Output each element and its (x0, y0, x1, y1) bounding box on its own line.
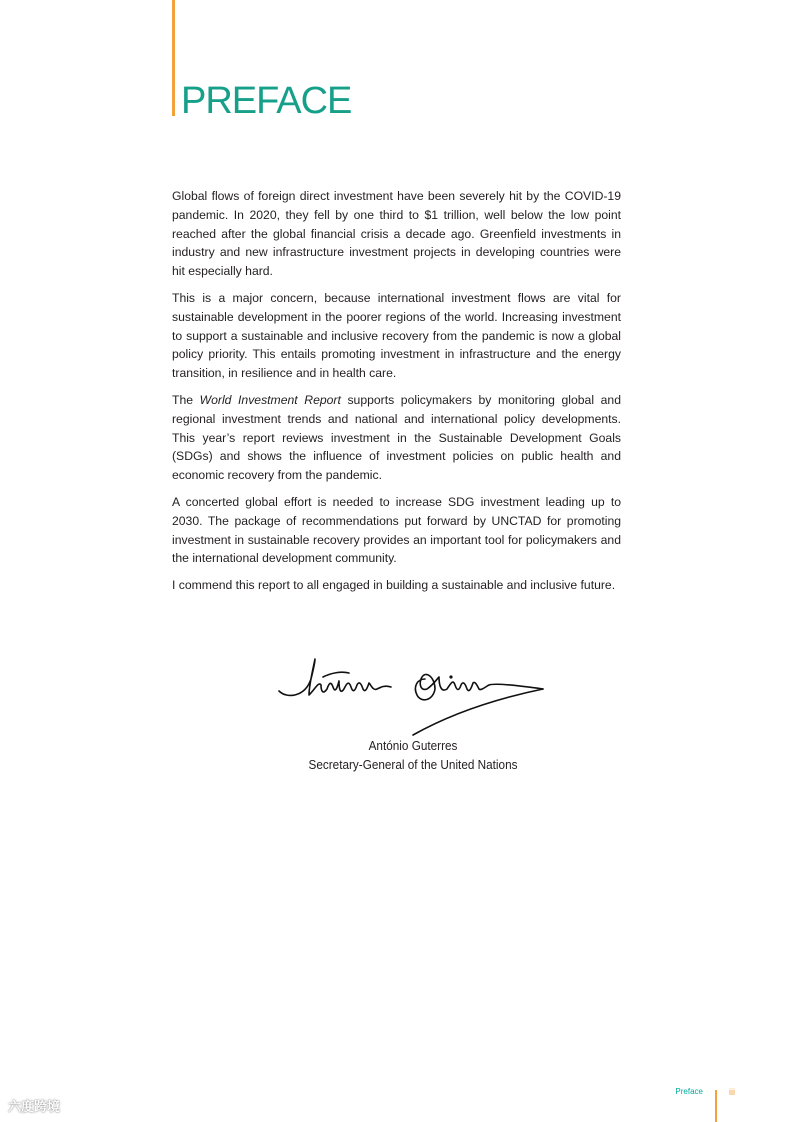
paragraph-5: I commend this report to all engaged in building a sustainable and inclusive future. (172, 578, 616, 593)
paragraph-3-rest: supports policymakers by monitoring global and regional investment trends and national and international policy developments. This year’s report reviews investment in the Sustainable Development Goals (SDGs) and shows the influence of investment policies on public health and economic recovery from the pandemic. (172, 392, 621, 483)
signatory-title: Secretary-General of the United Nations (308, 758, 518, 772)
page-title: PREFACE (181, 80, 352, 122)
paragraph-4: A concerted global effort is needed to increase SDG investment leading up to 2030. The package of recommendations put forward by UNCTAD for promoting investment in sustainable recovery provides an important tool for policymakers and the international development community. (172, 494, 621, 566)
title-accent-bar (172, 0, 175, 116)
report-title-italic: World Investment Report (199, 392, 341, 407)
paragraph-3 (172, 391, 621, 485)
handwritten-signature (275, 655, 547, 740)
page-number: iii (729, 1087, 735, 1097)
paragraph-2: This is a major concern, because international investment flows are vital for sustainable development in the poorer regions of the world. Increasing investment to support a sustainable and inclusive recovery from the pandemic is now a global policy priority. This entails promoting investment in infrastructure and the energy transition, in resilience and in health care. (172, 290, 621, 381)
preface-body (172, 187, 621, 603)
signatory-name: António Guterres (368, 739, 458, 753)
footer-section-label: Preface (675, 1087, 703, 1096)
watermark-text: 六度跨境 (8, 1100, 61, 1115)
footer-divider (715, 1090, 717, 1122)
paragraph-1: Global flows of foreign direct investment have been severely hit by the COVID-19 pandemic. In 2020, they fell by one third to $1 trillion, well below the low point reached after the global financial crisis a decade ago. Greenfield investments in industry and new infrastructure investment projects in developing countries were hit especially hard. (172, 189, 621, 279)
paragraph-3-lead: The (172, 392, 200, 407)
